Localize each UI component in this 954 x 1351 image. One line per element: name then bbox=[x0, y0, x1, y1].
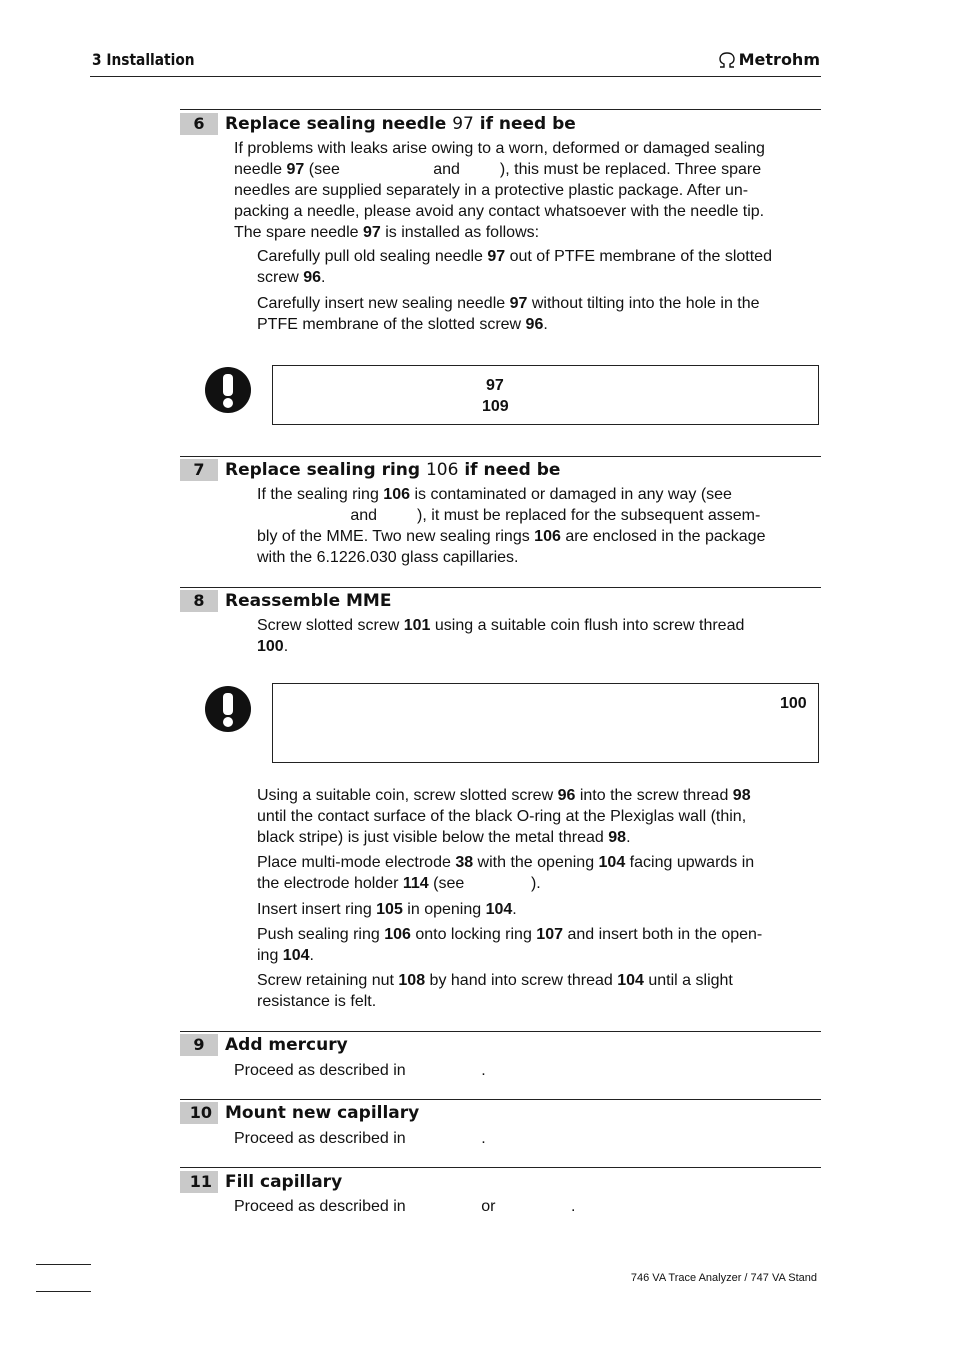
brand-logo bbox=[717, 50, 820, 69]
step-title: Replace sealing ring 106 if need be bbox=[225, 460, 561, 480]
step-title: Mount new capillary bbox=[225, 1103, 420, 1123]
instruction-item: Insert insert ring 105 in opening 104. bbox=[257, 901, 517, 918]
footer-rule bbox=[36, 1264, 91, 1265]
step-number: 7 bbox=[180, 459, 218, 481]
caution-value: 100 bbox=[780, 695, 807, 712]
omega-logo-icon bbox=[717, 51, 737, 69]
chapter-heading: 3 Installation bbox=[92, 50, 195, 69]
caution-value: 97 bbox=[486, 377, 504, 394]
step-paragraph: Proceed as described in . bbox=[234, 1062, 486, 1079]
step-rule bbox=[180, 1099, 821, 1100]
caution-box bbox=[272, 365, 819, 425]
step-paragraph: Proceed as described in . bbox=[234, 1130, 486, 1147]
step-paragraph: Proceed as described in or . bbox=[234, 1198, 576, 1215]
instruction-item: Place multi-mode electrode 38 with the opening 104 facing upwards in the electrode holder 114 (see ). bbox=[257, 854, 755, 892]
instruction-item: Carefully pull old sealing needle 97 out of PTFE membrane of the slotted screw 96. bbox=[257, 248, 772, 286]
step-number: 11 bbox=[180, 1171, 218, 1193]
footer-rule bbox=[36, 1291, 91, 1292]
step-paragraph: If the sealing ring 106 is contaminated or damaged in any way (see and ), it must be replaced for the subsequent assem- bly of the MME. Two new sealing rings 106 are enclosed in the package with the 6.1226.030 glass capillaries. bbox=[257, 486, 766, 566]
step-paragraph: If problems with leaks arise owing to a worn, deformed or damaged sealing needle 97 (see and ), this must be replaced. Three spare needles are supplied separately in a protective plastic package. After un- packing a needle, please avoid any contact whatsoever with the needle tip. The spare needle 97 is installed as follows: bbox=[234, 140, 765, 241]
step-title: Add mercury bbox=[225, 1035, 348, 1055]
caution-icon bbox=[204, 685, 252, 733]
step-number: 9 bbox=[180, 1034, 218, 1056]
step-number: 10 bbox=[180, 1102, 218, 1124]
instruction-item: Using a suitable coin, screw slotted screw 96 into the screw thread 98 until the contact surface of the black O-ring at the Plexiglas wall (thin, black stripe) is just visible below the metal thread 98. bbox=[257, 787, 751, 846]
caution-icon bbox=[204, 366, 252, 414]
step-rule bbox=[180, 1031, 821, 1032]
step-title: Fill capillary bbox=[225, 1172, 343, 1192]
step-rule bbox=[180, 1167, 821, 1168]
instruction-item: Screw retaining nut 108 by hand into screw thread 104 until a slight resistance is felt. bbox=[257, 972, 733, 1010]
step-rule bbox=[180, 587, 821, 588]
step-title: Reassemble MME bbox=[225, 591, 392, 611]
instruction-item: Push sealing ring 106 onto locking ring 107 and insert both in the open- ing 104. bbox=[257, 926, 763, 964]
brand-name: Metrohm bbox=[738, 50, 820, 69]
header-rule bbox=[90, 76, 821, 77]
caution-value: 109 bbox=[482, 398, 509, 415]
step-paragraph: Screw slotted screw 101 using a suitable coin flush into screw thread 100. bbox=[257, 617, 745, 655]
footer-product: 746 VA Trace Analyzer / 747 VA Stand bbox=[630, 1272, 817, 1284]
step-title: Replace sealing needle 97 if need be bbox=[225, 114, 576, 134]
instruction-item: Carefully insert new sealing needle 97 without tilting into the hole in the PTFE membrane of the slotted screw 96. bbox=[257, 295, 760, 333]
step-rule bbox=[180, 109, 821, 110]
step-rule bbox=[180, 456, 821, 457]
caution-box bbox=[272, 683, 819, 763]
step-number: 6 bbox=[180, 113, 218, 135]
step-number: 8 bbox=[180, 590, 218, 612]
